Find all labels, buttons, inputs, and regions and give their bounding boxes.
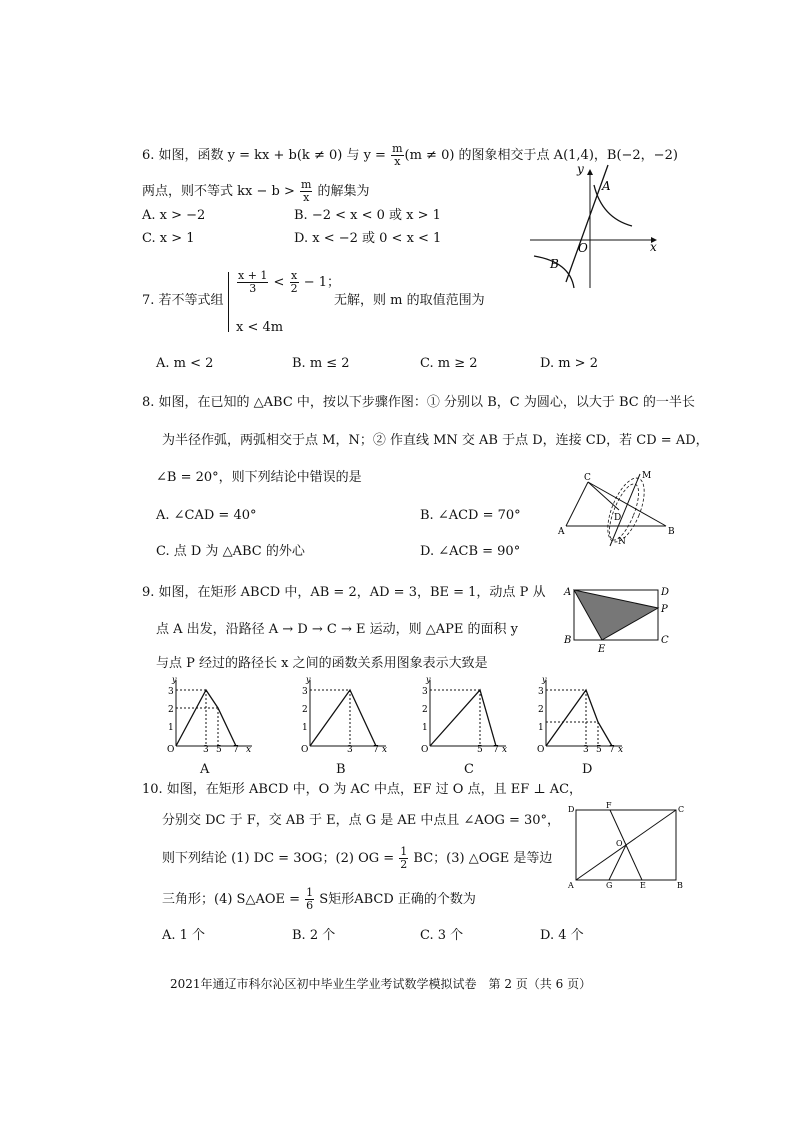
q10-line1: 10. 如图，在矩形 ABCD 中，O 为 AC 中点，EF 过 O 点，且 EF ⊥ AC， (142, 782, 583, 797)
fig-label-b: B (564, 635, 572, 646)
q7-inequality-1: $\frac{x + 1}{3}$ < $\frac{x}{2}$ − 1； (238, 269, 341, 295)
graph-d-origin: O (537, 745, 545, 755)
q9-graph-c-label[interactable]: C (464, 762, 474, 777)
page-footer: 2021年通辽市科尔沁区初中毕业生学业考试数学模拟试卷 第 2 页（共 6 页） (170, 977, 592, 991)
q10-line3: 则下列结论 (1) DC = 3OG；(2) OG = $\frac{1}{2}$ BC；(3) △OGE 是等边 (162, 845, 553, 871)
fig-label-m: M (642, 471, 652, 481)
graph-d-x-tick-7: 7 (609, 745, 615, 755)
fig-label-x: x (650, 240, 657, 254)
fig-label-d: D (614, 513, 622, 523)
fig-label-a: A (558, 527, 565, 537)
q6-option-b[interactable]: B. −2 < x < 0 或 x > 1 (294, 208, 441, 223)
fig-label-c: C (584, 473, 591, 483)
q6-option-d[interactable]: D. x < −2 或 0 < x < 1 (294, 231, 442, 246)
q7-prefix: 7. 若不等式组 (142, 293, 224, 308)
graph-a-x-label: x (246, 745, 252, 755)
graph-d-x-tick-3: 3 (583, 745, 589, 755)
fig-label-c: C (661, 635, 669, 646)
q9-figure (560, 584, 676, 656)
graph-a-y-tick-2: 2 (168, 705, 174, 715)
q6-figure (528, 160, 668, 292)
graph-b-y-tick-3: 3 (302, 687, 308, 697)
graph-d-y-label: y (542, 675, 547, 684)
graph-d-x-label: x (618, 745, 624, 755)
graph-b-y-tick-1: 1 (302, 723, 308, 733)
q7-option-b[interactable]: B. m ≤ 2 (292, 356, 350, 371)
q6-option-a[interactable]: A. x > −2 (142, 208, 206, 223)
q8-line1: 8. 如图，在已知的 △ABC 中，按以下步骤作图：① 分别以 B，C 为圆心，以大于 BC 的一半长 (142, 395, 695, 410)
q10-line4: 三角形；(4) S△AOE = $\frac{1}{6}$ S矩形ABCD 正确的个数为 (162, 886, 476, 912)
q9-graph-d (536, 675, 628, 755)
q9-graph-b (300, 675, 392, 755)
fig-label-a: A (602, 179, 611, 193)
q7-option-c[interactable]: C. m ≥ 2 (420, 356, 478, 371)
q9-line2: 点 A 出发，沿路径 A → D → C → E 运动，则 △APE 的面积 y (156, 622, 519, 637)
q6-line1: 6. 如图，函数 y = kx + b(k ≠ 0) 与 y = $\frac{m}{x}$ (m ≠ 0) 的图象相交于点 A(1,4)，B(−2，−2) (142, 142, 678, 168)
q8-line3: ∠B = 20°，则下列结论中错误的是 (156, 470, 362, 485)
fig-label-a: A (568, 881, 574, 890)
q9-graph-b-label[interactable]: B (336, 762, 346, 777)
graph-b-y-label: y (306, 675, 311, 684)
q10-line2: 分别交 DC 于 F，交 AB 于 E，点 G 是 AE 中点且 ∠AOG = 30°， (162, 813, 561, 828)
fig-label-e: E (640, 881, 646, 890)
graph-c-x-label: x (502, 745, 508, 755)
graph-d-x-tick-5: 5 (596, 745, 602, 755)
graph-a-y-label: y (172, 675, 177, 684)
graph-b-x-label: x (382, 745, 388, 755)
q7-suffix: 无解，则 m 的取值范围为 (334, 293, 485, 308)
fig-label-o: O (578, 241, 588, 255)
graph-a-origin: O (167, 745, 175, 755)
graph-c-origin: O (421, 745, 429, 755)
q8-option-b[interactable]: B. ∠ACD = 70° (420, 508, 521, 523)
fig-label-b: B (550, 257, 559, 271)
q8-option-a[interactable]: A. ∠CAD = 40° (156, 508, 257, 523)
fig-label-g: G (606, 881, 613, 890)
q9-graph-c (420, 675, 512, 755)
graph-a-x-tick-3: 3 (203, 745, 209, 755)
fig-label-n: N (618, 537, 626, 547)
q9-graph-a-label[interactable]: A (200, 762, 210, 777)
q8-option-d[interactable]: D. ∠ACB = 90° (420, 544, 521, 559)
q9-graph-a (166, 675, 258, 755)
q10-option-a[interactable]: A. 1 个 (162, 928, 206, 943)
fig-label-f: F (606, 801, 612, 810)
fig-label-d: D (661, 587, 670, 598)
q10-option-b[interactable]: B. 2 个 (292, 928, 336, 943)
q10-option-c[interactable]: C. 3 个 (420, 928, 464, 943)
graph-a-x-tick-7: 7 (233, 745, 239, 755)
fig-label-d: D (568, 805, 575, 814)
fig-label-e: E (598, 644, 606, 655)
graph-d-y-tick-3: 3 (538, 687, 544, 697)
q7-option-d[interactable]: D. m > 2 (540, 356, 598, 371)
graph-a-y-tick-3: 3 (168, 687, 174, 697)
fig-label-y: y (577, 162, 584, 176)
graph-d-y-tick-2: 2 (538, 705, 544, 715)
fig-label-a: A (564, 587, 572, 598)
graph-c-x-tick-5: 5 (477, 745, 483, 755)
graph-c-y-tick-2: 2 (422, 705, 428, 715)
graph-b-x-tick-3: 3 (347, 745, 353, 755)
fig-label-o: O (616, 839, 623, 848)
graph-b-origin: O (301, 745, 309, 755)
graph-b-x-tick-7: 7 (373, 745, 379, 755)
graph-c-y-tick-3: 3 (422, 687, 428, 697)
q8-figure (556, 470, 676, 548)
fig-label-p: P (661, 604, 668, 615)
graph-c-y-tick-1: 1 (422, 723, 428, 733)
graph-d-y-tick-1: 1 (538, 723, 544, 733)
q7-option-a[interactable]: A. m < 2 (156, 356, 214, 371)
q7-brace (228, 272, 229, 332)
q10-figure (566, 800, 686, 892)
q10-option-d[interactable]: D. 4 个 (540, 928, 584, 943)
fraction-m-over-x: $\frac{m}{x}$ (300, 178, 312, 204)
q8-line2: 为半径作弧，两弧相交于点 M，N；② 作直线 MN 交 AB 于点 D，连接 CD，若 CD = AD， (162, 433, 709, 448)
q9-line3: 与点 P 经过的路径长 x 之间的函数关系用图象表示大致是 (156, 656, 488, 671)
graph-a-y-tick-1: 1 (168, 723, 174, 733)
graph-c-x-tick-7: 7 (493, 745, 499, 755)
q7-inequality-2: x < 4m (236, 320, 284, 335)
fig-label-b: B (668, 527, 675, 537)
graph-a-x-tick-5: 5 (216, 745, 222, 755)
q6-line2: 两点，则不等式 kx − b > $\frac{m}{x}$ 的解集为 (142, 178, 370, 204)
q9-graph-d-label[interactable]: D (582, 762, 593, 777)
q8-option-c[interactable]: C. 点 D 为 △ABC 的外心 (156, 544, 305, 559)
graph-c-y-label: y (426, 675, 431, 684)
fraction-m-over-x: $\frac{m}{x}$ (392, 142, 403, 168)
graph-b-y-tick-2: 2 (302, 705, 308, 715)
q6-option-c[interactable]: C. x > 1 (142, 231, 195, 246)
fig-label-b: B (677, 881, 683, 890)
q9-line1: 9. 如图，在矩形 ABCD 中，AB = 2，AD = 3，BE = 1，动点 P 从 (142, 585, 546, 600)
fig-label-c: C (678, 805, 685, 814)
